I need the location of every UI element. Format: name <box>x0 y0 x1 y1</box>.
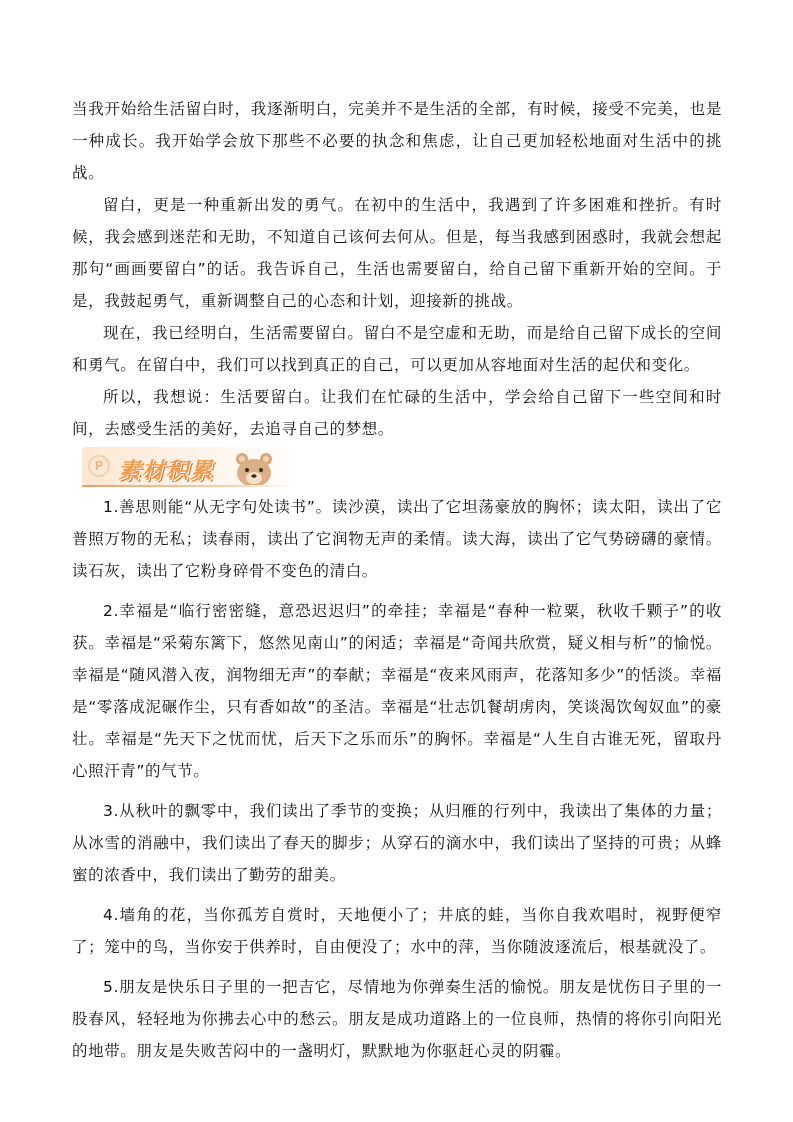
material-item-3: 3.从秋叶的飘零中，我们读出了季节的变换；从归雁的行列中，我读出了集体的力量；从冰雪的消融中，我们读出了春天的脚步；从穿石的滴水中，我们读出了坚持的可贵；从蜂蜜的浓香中，我们读出了勤劳的甜美。 <box>72 802 722 884</box>
material-item-2: 2.幸福是“临行密密缝，意恐迟迟归”的牵挂；幸福是“春种一粒粟，秋收千颗子”的收获。幸福是“采菊东篱下，悠然见南山”的闲适；幸福是“奇闻共欣赏，疑义相与析”的愉悦。幸福是“随风潜入夜，润物细无声”的奉献；幸福是“夜来风雨声，花落知多少”的恬淡。幸福是“零落成泥碾作尘，只有香如故”的圣洁。幸福是“壮志饥餐胡虏肉，笑谈渴饮匈奴血”的豪壮。幸福是“先天下之忧而忧，后天下之乐而乐”的胸怀。幸福是“人生自古谁无死，留取丹心照汗青”的气节。 <box>72 602 722 780</box>
material-item-1: 1.善思则能“从无字句处读书”。读沙漠，读出了它坦荡豪放的胸怀；读太阳，读出了它普照万物的无私；读春雨，读出了它润物无声的柔情。读大海，读出了它气势磅礴的豪情。读石灰，读出了它粉身碎骨不变色的清白。 <box>72 498 722 580</box>
section-banner <box>82 447 298 487</box>
material-item-4: 4.墙角的花，当你孤芳自赏时，天地便小了；井底的蛙，当你自我欢唱时，视野便窄了；笼中的鸟，当你安于供养时，自由便没了；水中的萍，当你随波逐流后，根基就没了。 <box>72 906 722 956</box>
p-logo-icon: P <box>88 455 110 477</box>
bear-icon <box>230 449 278 487</box>
essay-paragraph-4: 所以，我想说：生活要留白。让我们在忙碌的生活中，学会给自己留下一些空间和时间，去感受生活的美好，去追寻自己的梦想。 <box>72 388 722 438</box>
material-item-5: 5.朋友是快乐日子里的一把吉它，尽情地为你弹奏生活的愉悦。朋友是忧伤日子里的一股春风，轻轻地为你拂去心中的愁云。朋友是成功道路上的一位良师，热情的将你引向阳光的地带。朋友是失败苦闷中的一盏明灯，默默地为你驱赶心灵的阴霾。 <box>72 978 722 1060</box>
section-title: 素材积累 <box>118 459 215 484</box>
banner-underline <box>82 485 298 487</box>
essay-paragraph-3: 现在，我已经明白，生活需要留白。留白不是空虚和无助，而是给自己留下成长的空间和勇气。在留白中，我们可以找到真正的自己，可以更加从容地面对生活的起伏和变化。 <box>72 324 722 374</box>
essay-ending-section <box>72 93 722 445</box>
materials-section <box>72 491 722 1075</box>
essay-paragraph-1: 当我开始给生活留白时，我逐渐明白，完美并不是生活的全部，有时候，接受不完美，也是一种成长。我开始学会放下那些不必要的执念和焦虑，让自己更加轻松地面对生活中的挑战。 <box>72 100 722 182</box>
essay-paragraph-2: 留白，更是一种重新出发的勇气。在初中的生活中，我遇到了许多困难和挫折。有时候，我会感到迷茫和无助，不知道自己该何去何从。但是，每当我感到困惑时，我就会想起那句“画画要留白”的话。我告诉自己，生活也需要留白，给自己留下重新开始的空间。于是，我鼓起勇气，重新调整自己的心态和计划，迎接新的挑战。 <box>72 196 722 310</box>
